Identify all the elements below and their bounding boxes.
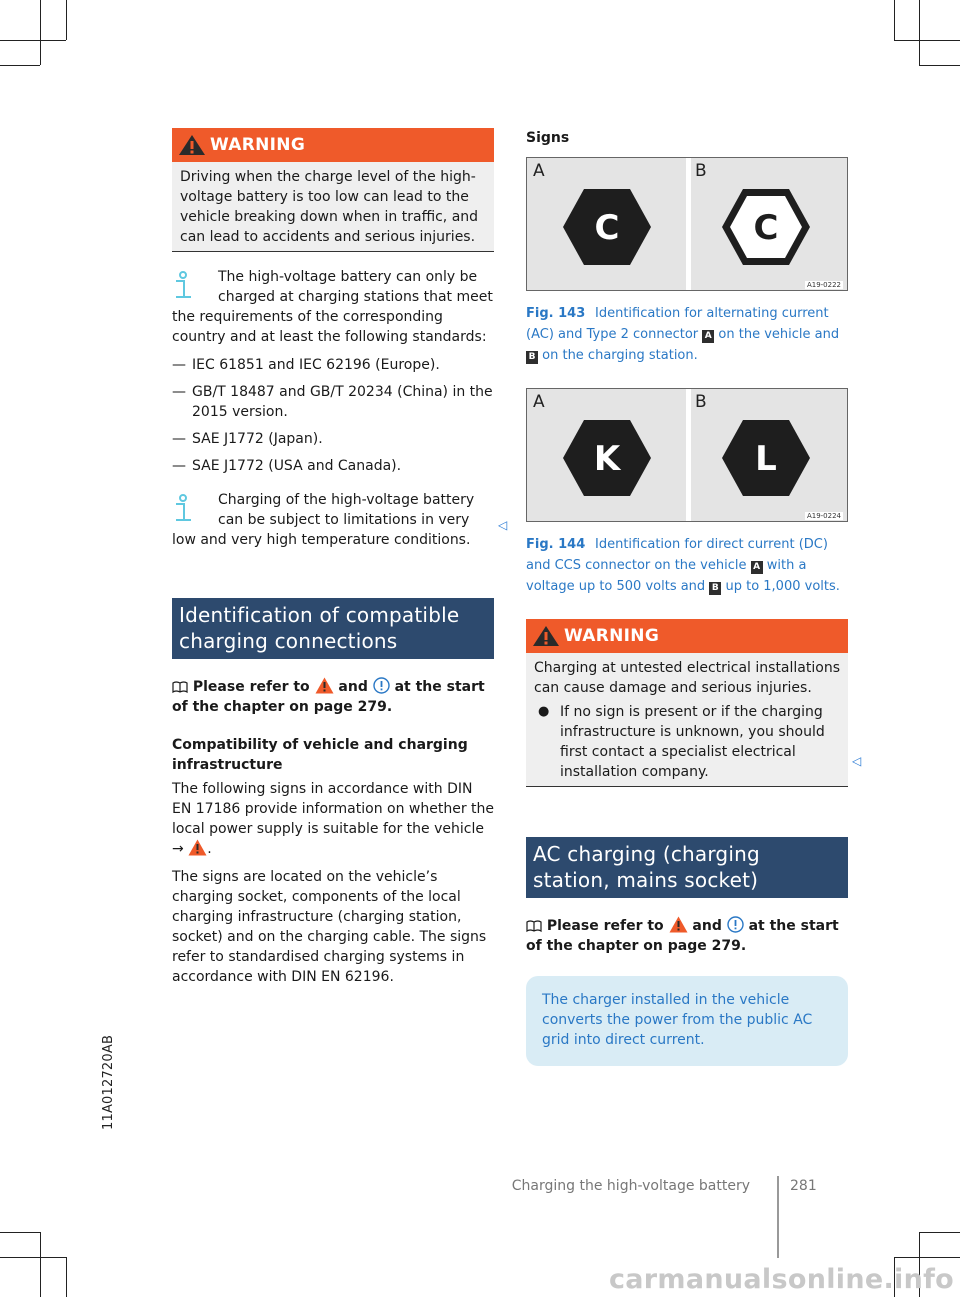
hexagon-sign-outline (720, 187, 812, 267)
hexagon-sign-filled (561, 187, 653, 267)
sign-letter: L (755, 439, 777, 479)
sign-letter: C (594, 208, 620, 248)
info-box: The charger installed in the vehicle converts the power from the public AC grid into direct current. (526, 976, 848, 1066)
list-item: — SAE J1772 (Japan). (172, 431, 323, 447)
crop-mark (66, 1257, 67, 1297)
warning-triangle-icon (178, 134, 206, 156)
signs-heading: Signs (526, 130, 570, 146)
exclamation-circle-icon (727, 916, 744, 933)
label-box-a: A (751, 561, 763, 574)
page-number: 281 (790, 1178, 817, 1194)
left-column (172, 128, 494, 987)
warning-triangle-icon (315, 677, 334, 694)
crop-mark (894, 1257, 960, 1258)
paragraph-signs-location: The signs are located on the vehicle’s charging socket, components of the local charging infrastructure (charging station, socket) and on the charging cable. The signs refer to standardised charging systems in accordance with DIN EN 62196. (172, 869, 487, 985)
sign-letter: C (753, 208, 779, 248)
section-title-ac-charging: AC charging (charging station, mains socket) (526, 837, 848, 898)
info-note-icon (172, 271, 194, 301)
label-box-b: B (709, 582, 721, 595)
info-note-icon (172, 494, 194, 524)
section-title-identification: Identification of compatible charging connections (172, 598, 494, 659)
warning-header (526, 619, 848, 653)
warning-triangle-icon (669, 916, 688, 933)
label-box-a: A (702, 330, 714, 343)
end-marker-icon: ◁ (498, 518, 508, 532)
footer-separator (777, 1176, 779, 1258)
label-box-b: B (526, 351, 538, 364)
warning-text: Driving when the charge level of the high-voltage battery is too low can lead to the vehicle breaking down when in traffic, and can lead to accidents and serious injuries. (180, 169, 479, 245)
crop-mark (0, 40, 66, 41)
chapter-reference: Please refer to and at the start of the chapter on page 279. (526, 918, 839, 954)
warning-triangle-icon (532, 625, 560, 647)
list-item: — SAE J1772 (USA and Canada). (172, 458, 402, 474)
warning-bullet: ● If no sign is present or if the charging infrastructure is unknown, you should first contact a specialist electrical installation company. (534, 702, 840, 782)
standards-list (172, 355, 494, 476)
warning-body (526, 653, 848, 787)
crop-mark (0, 1257, 66, 1258)
crop-mark (894, 0, 895, 40)
figure-label-a: A (533, 161, 545, 181)
book-icon (172, 681, 188, 694)
crop-mark (894, 40, 960, 41)
paragraph-signs-info: The following signs in accordance with DIN EN 17186 provide information on whether the local power supply is suitable for the vehicle → . (172, 781, 495, 857)
figure-144-caption: Fig. 144 Identification for direct current (DC) and CCS connector on the vehicle A with a voltage up to 500 volts and B up to 1,000 volts. (526, 537, 840, 594)
note-temperature (172, 490, 494, 550)
list-item: — GB/T 18487 and GB/T 20234 (China) in the 2015 version. (172, 384, 493, 420)
figure-label-a: A (533, 392, 545, 412)
warning-label: WARNING (210, 135, 306, 155)
figure-144 (526, 388, 848, 522)
warning-body (172, 162, 494, 252)
right-column (526, 128, 848, 1066)
note-rest: the requirements of the corresponding country and at least the following standards: (172, 309, 487, 345)
warning-label: WARNING (564, 626, 660, 646)
watermark: carmanualsonline.info (608, 1264, 954, 1295)
list-item: — IEC 61851 and IEC 62196 (Europe). (172, 357, 440, 373)
warning-text: Charging at untested electrical installations can cause damage and serious injuries. (534, 660, 840, 696)
figure-code: A19-0222 (806, 281, 841, 289)
crop-mark (919, 65, 960, 66)
note-first-line: The high-voltage battery can only be charged at charging stations that meet (218, 269, 493, 305)
hexagon-sign-filled (561, 418, 653, 498)
note-rest: low and very high temperature conditions. (172, 532, 471, 548)
hexagon-sign-filled (720, 418, 812, 498)
figure-143 (526, 157, 848, 291)
sub-heading-compatibility: Compatibility of vehicle and charging infrastructure (172, 737, 468, 773)
bullet-icon: ● (538, 704, 550, 719)
warning-header (172, 128, 494, 162)
crop-mark (919, 1232, 960, 1233)
figure-143-caption: Fig. 143 Identification for alternating current (AC) and Type 2 connector A on the vehicle and B on the charging station. (526, 306, 840, 363)
note-first-line: Charging of the high-voltage battery can be subject to limitations in very (218, 492, 475, 528)
crop-mark (40, 1232, 41, 1297)
note-charging-standards (172, 267, 494, 347)
crop-mark (0, 1232, 40, 1233)
figure-label-b: B (695, 392, 707, 412)
sign-letter: K (593, 439, 621, 479)
crop-mark (40, 0, 41, 65)
book-icon (526, 920, 542, 933)
crop-mark (0, 65, 40, 66)
end-marker-icon: ◁ (852, 754, 862, 768)
exclamation-circle-icon (373, 677, 390, 694)
document-code: 11A012720AB (101, 1034, 116, 1130)
crop-mark (66, 0, 67, 40)
crop-mark (919, 0, 920, 65)
figure-label-b: B (695, 161, 707, 181)
figure-code: A19-0224 (806, 512, 841, 520)
chapter-reference: Please refer to and at the start of the chapter on page 279. (172, 679, 485, 715)
warning-triangle-icon (188, 839, 207, 856)
footer-chapter-title: Charging the high-voltage battery (511, 1178, 750, 1194)
